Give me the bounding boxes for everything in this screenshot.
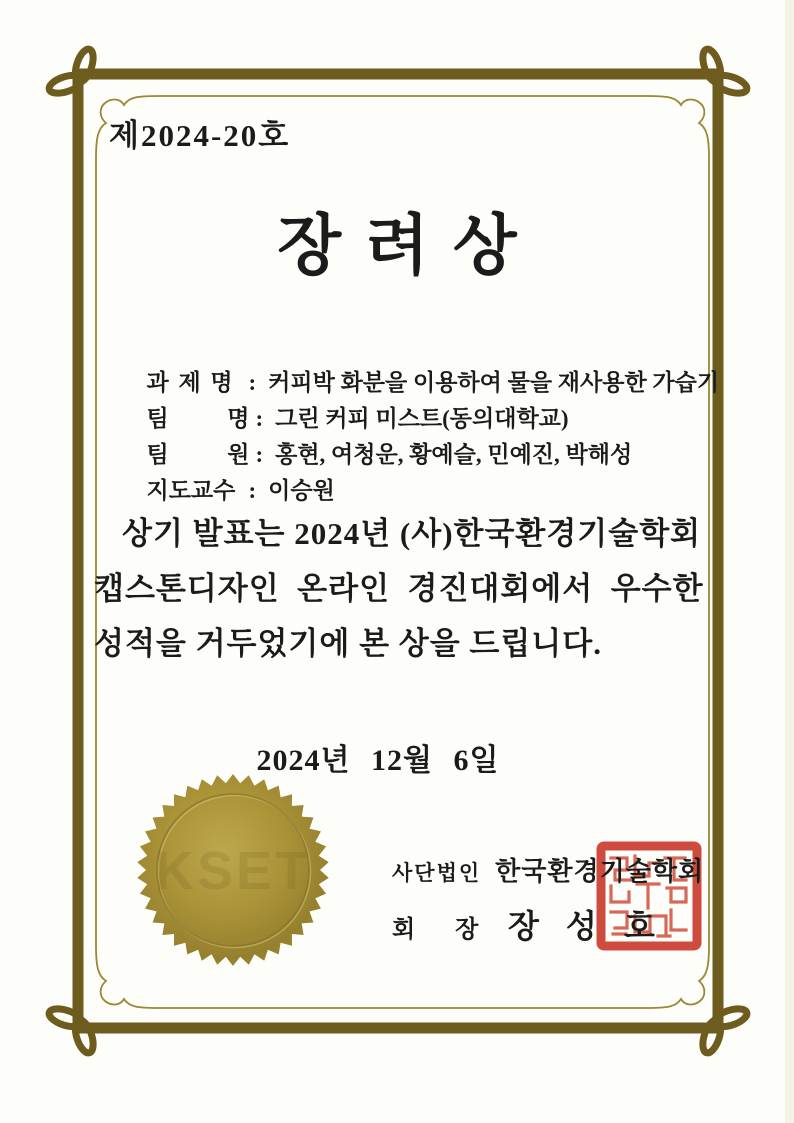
info-separator: :: [248, 478, 257, 503]
citation-line-2: 캡스톤디자인 온라인 경진대회에서 우수한: [94, 571, 704, 606]
gold-foil-seal-icon: [136, 773, 330, 967]
issuer-organization-line: [392, 851, 704, 893]
certificate-title: 장려상: [277, 210, 541, 283]
info-value: 이승원: [268, 478, 335, 503]
issue-date: 2024년 12월 6일: [256, 744, 500, 777]
citation-text: [94, 506, 706, 671]
corner-leaf-bottom-left: [47, 1005, 97, 1055]
org-name: 한국환경기술학회: [495, 857, 705, 886]
citation-line-1: 상기 발표는 2024년 (사)한국환경기술학회: [122, 516, 702, 551]
corner-leaf-top-left: [47, 47, 97, 97]
info-separator: :: [255, 442, 264, 467]
info-separator: :: [255, 406, 264, 431]
citation-line-3: 성적을 거두었기에 본 상을 드립니다.: [94, 626, 602, 661]
certificate-number: 제2024-20호: [109, 118, 291, 153]
president-name: 장성호: [508, 908, 682, 944]
scan-edge-shadow: [785, 0, 794, 1123]
info-value: 커피박 화분을 이용하여 물을 재사용한 가습기: [268, 370, 720, 395]
corner-leaf-bottom-right: [699, 1005, 749, 1055]
corner-leaf-top-right: [699, 47, 749, 97]
info-label: 과 제 명: [146, 370, 233, 395]
info-label: 팀 명: [146, 406, 250, 431]
president-title: 회장: [392, 917, 519, 943]
info-label: 팀 원: [146, 442, 250, 467]
issuer-president-line: [392, 901, 704, 947]
info-value: 그린 커피 미스트(동의대학교): [275, 406, 569, 431]
issuer-block: [392, 851, 704, 947]
gold-seal-emboss-text: KSET: [154, 841, 312, 901]
org-prefix: 사단법인: [392, 861, 482, 885]
info-row-project: [112, 329, 720, 395]
info-label: 지도교수: [146, 478, 236, 503]
project-info-block: [112, 329, 720, 503]
info-separator: :: [248, 370, 257, 395]
info-value: 홍현, 여청운, 황예슬, 민예진, 박해성: [275, 442, 633, 467]
